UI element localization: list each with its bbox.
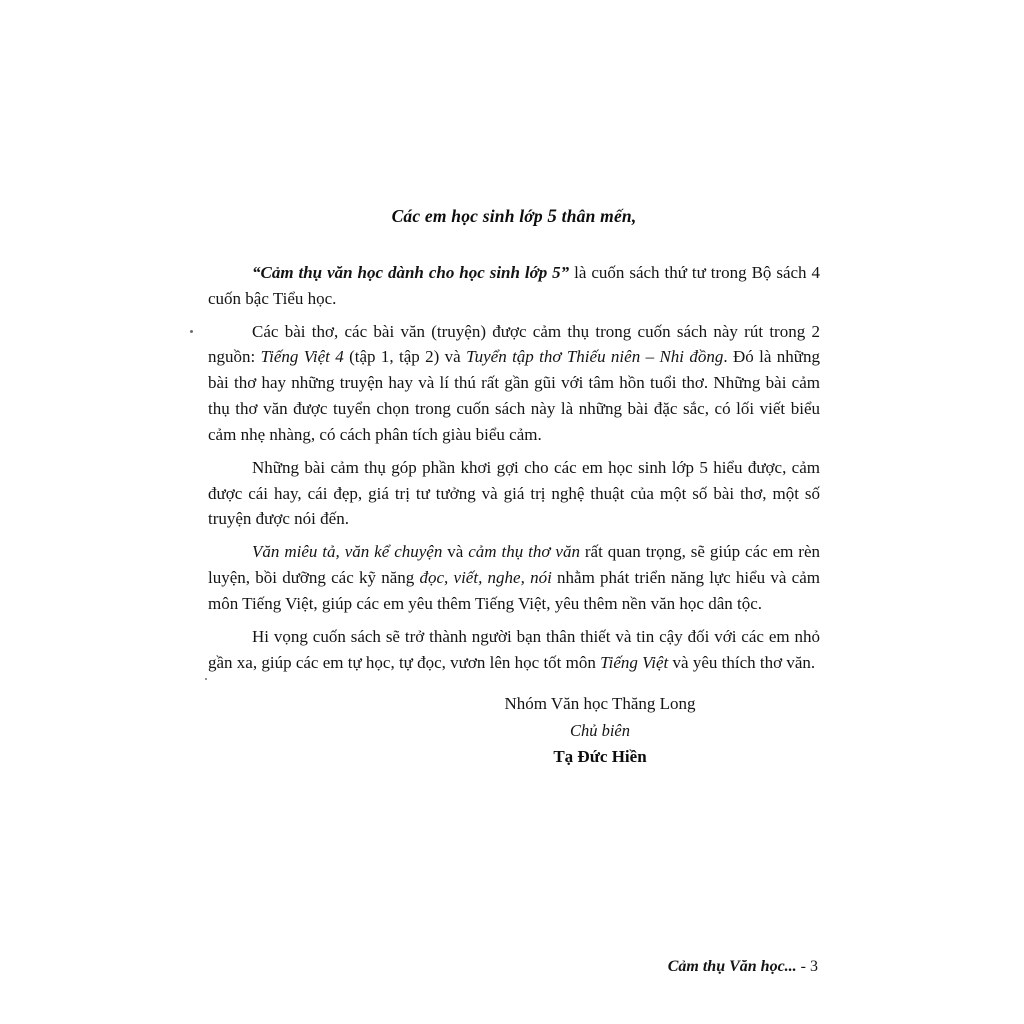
- paragraph-4: [208, 539, 820, 616]
- paper-speck: [190, 330, 193, 333]
- paragraph-2-text-b: (tập 1, tập 2) và: [343, 347, 467, 367]
- salutation-heading: [208, 206, 820, 228]
- paragraph-1-text: là cuốn sách thứ tư trong Bộ sách 4 cuốn bậc Tiểu học.: [208, 263, 820, 308]
- paragraph-3-text: Những bài cảm thụ góp phần khơi gợi cho các em học sinh lớp 5 hiểu được, cảm được cái hay, cái đẹp, giá trị tư tưởng và giá trị nghệ thuật của một số bài thơ, một số truyện được nói đến.: [208, 457, 820, 529]
- paragraph-5: [208, 624, 820, 676]
- paper-speck: [205, 678, 207, 680]
- paragraph-2-text-c: . Đó là những bài thơ hay những truyện hay và lí thú rất gần gũi với tâm hồn tuổi thơ. Những bài cảm thụ thơ văn được tuyển chọn trong cuốn sách này là những bài đặc sắc, có lối viết biểu cảm nhẹ nhàng, có cách phân tích giàu biểu cảm.: [208, 347, 820, 444]
- paragraph-4-text-c: nhằm phát triển năng lực hiểu và cảm môn Tiếng Việt, giúp các em yêu thêm Tiếng Việt, yêu thêm nền văn học dân tộc.: [208, 568, 820, 613]
- salutation-suffix: thân mến,: [557, 206, 637, 226]
- book-title-quoted: “Cảm thụ văn học dành cho học sinh lớp 5”: [252, 263, 570, 282]
- paragraph-4-text-a: và: [442, 542, 469, 562]
- subject-tieng-viet: Tiếng Việt: [600, 652, 669, 672]
- page-content: [208, 206, 820, 771]
- footer-separator: -: [796, 958, 810, 975]
- signature-group: Nhóm Văn học Thăng Long: [504, 694, 696, 714]
- salutation-grade: 5: [547, 206, 558, 227]
- paragraph-1: [208, 260, 820, 312]
- salutation-prefix: Các em học sinh lớp: [391, 206, 548, 226]
- term-cam-thu-tho-van: cảm thụ thơ văn: [468, 542, 580, 562]
- term-ky-nang: đọc, viết, nghe, nói: [419, 568, 552, 588]
- footer-book-title: Cảm thụ Văn học...: [667, 958, 797, 975]
- source-title-tieng-viet-4: Tiếng Việt 4: [260, 347, 344, 367]
- source-title-tuyen-tap-tho: Tuyển tập thơ Thiếu niên – Nhi đồng: [466, 347, 724, 367]
- signature-role: Chủ biên: [569, 720, 631, 740]
- signature-block: [208, 691, 820, 770]
- paragraph-4-text-b: rất quan trọng, sẽ giúp các em rèn luyện, bồi dưỡng các kỹ năng: [208, 542, 821, 588]
- paragraph-2-text-a: Các bài thơ, các bài văn (truyện) được cảm thụ trong cuốn sách này rút trong 2 nguồn:: [208, 321, 820, 367]
- paragraph-5-text-b: và yêu thích thơ văn.: [668, 652, 816, 672]
- paragraph-5-text-a: Hi vọng cuốn sách sẽ trở thành người bạn thân thiết và tin cậy đối với các em nhỏ gần xa, giúp các em tự học, tự đọc, vươn lên học tốt môn: [208, 626, 820, 672]
- footer-page-number: 3: [810, 958, 818, 975]
- page-footer: [668, 958, 818, 976]
- paragraph-2: [208, 319, 820, 448]
- paragraph-3: [208, 455, 820, 532]
- signature-name: Tạ Đức Hiền: [553, 747, 647, 767]
- term-van-mieu-ta: Văn miêu tả, văn kể chuyện: [252, 542, 443, 562]
